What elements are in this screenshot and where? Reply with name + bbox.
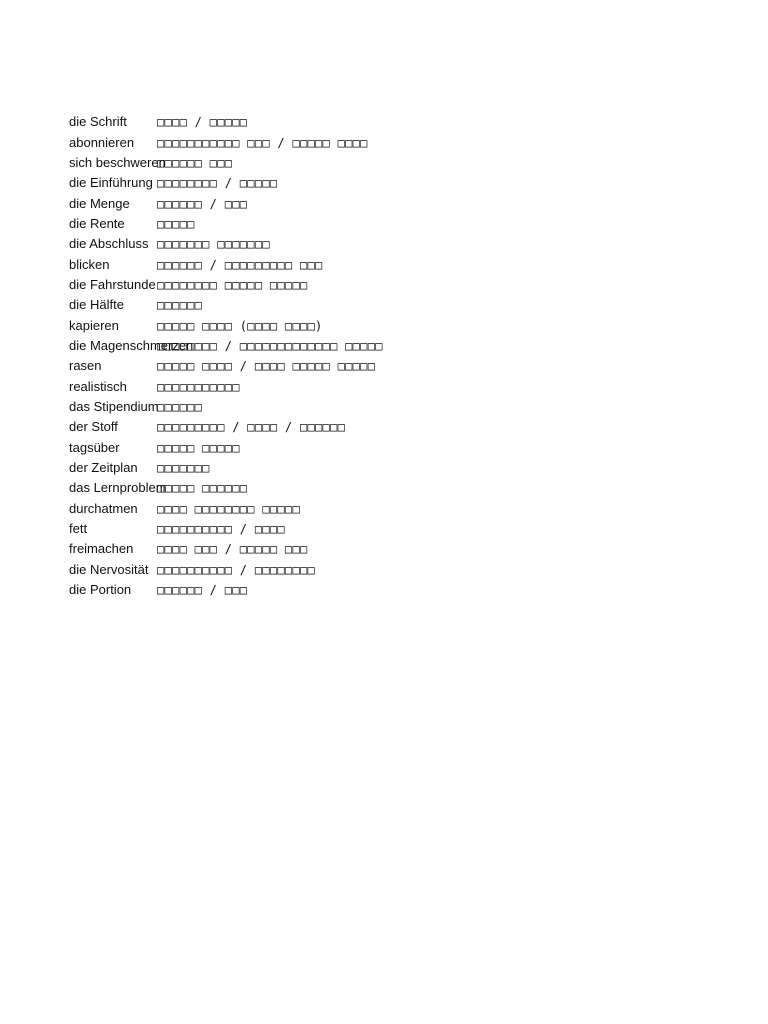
- term-cell: das Lernproblem: [69, 480, 167, 496]
- vocab-row: [69, 417, 729, 437]
- term-cell: die Hälfte: [69, 297, 124, 313]
- term-cell: kapieren: [69, 317, 119, 333]
- translation-cell: □□□□□□ □□□: [157, 155, 233, 170]
- term-cell: die Nervosität: [69, 561, 149, 577]
- vocab-row: [69, 519, 729, 539]
- translation-cell: □□□□□ □□□□ / □□□□ □□□□□ □□□□□: [157, 359, 376, 374]
- term-cell: rasen: [69, 358, 102, 374]
- translation-cell: □□□□□ □□□□□□: [157, 481, 248, 496]
- translation-cell: □□□□ / □□□□□: [157, 115, 248, 130]
- term-cell: die Magenschmerzen: [69, 337, 194, 353]
- vocab-row: [69, 315, 729, 335]
- term-cell: realistisch: [69, 378, 127, 394]
- vocab-row: [69, 356, 729, 376]
- vocabulary-sheet: [69, 112, 729, 600]
- vocab-row: [69, 499, 729, 519]
- vocab-row: [69, 539, 729, 559]
- vocab-row: [69, 458, 729, 478]
- term-cell: durchatmen: [69, 500, 138, 516]
- vocab-row: [69, 153, 729, 173]
- term-cell: der Zeitplan: [69, 460, 138, 476]
- translation-cell: □□□□□□: [157, 298, 203, 313]
- vocab-row: [69, 478, 729, 498]
- vocab-row: [69, 560, 729, 580]
- translation-cell: □□□□□□: [157, 399, 203, 414]
- vocab-row: [69, 173, 729, 193]
- term-cell: die Fahrstunde: [69, 276, 156, 292]
- vocab-row: [69, 580, 729, 600]
- term-cell: tagsüber: [69, 439, 120, 455]
- vocab-row: [69, 112, 729, 132]
- translation-cell: □□□□□□□: [157, 461, 210, 476]
- vocab-row: [69, 193, 729, 213]
- vocab-row: [69, 336, 729, 356]
- vocab-row: [69, 132, 729, 152]
- term-cell: die Schrift: [69, 114, 127, 130]
- translation-cell: □□□□□□□□ / □□□□□: [157, 176, 278, 191]
- translation-cell: □□□□□□ / □□□□□□□□□ □□□: [157, 257, 323, 272]
- translation-cell: □□□□□□ / □□□: [157, 196, 248, 211]
- term-cell: die Rente: [69, 215, 125, 231]
- translation-cell: □□□□□□□ □□□□□□□: [157, 237, 270, 252]
- vocab-row: [69, 397, 729, 417]
- vocab-row: [69, 234, 729, 254]
- term-cell: die Menge: [69, 195, 130, 211]
- term-cell: sich beschweren: [69, 154, 166, 170]
- translation-cell: □□□□□□□□□□ / □□□□: [157, 522, 285, 537]
- vocab-row: [69, 254, 729, 274]
- vocab-row: [69, 376, 729, 396]
- vocab-row: [69, 214, 729, 234]
- term-cell: die Portion: [69, 582, 132, 598]
- vocab-row: [69, 438, 729, 458]
- translation-cell: □□□□□□□□□ / □□□□ / □□□□□□: [157, 420, 346, 435]
- translation-cell: □□□□□□□□ □□□□□ □□□□□: [157, 277, 308, 292]
- translation-cell: □□□□□□□□□□□: [157, 379, 240, 394]
- translation-cell: □□□□□: [157, 216, 195, 231]
- term-cell: die Abschluss: [69, 236, 149, 252]
- translation-cell: □□□□□□ / □□□: [157, 583, 248, 598]
- translation-cell: □□□□□□□□ / □□□□□□□□□□□□□ □□□□□: [157, 338, 383, 353]
- translation-cell: □□□□□ □□□□□: [157, 440, 240, 455]
- translation-cell: □□□□□□□□□□ / □□□□□□□□: [157, 562, 316, 577]
- term-cell: freimachen: [69, 541, 134, 557]
- term-cell: die Einführung: [69, 175, 153, 191]
- translation-cell: □□□□□ □□□□ (□□□□ □□□□): [157, 318, 323, 333]
- translation-cell: □□□□□□□□□□□ □□□ / □□□□□ □□□□: [157, 135, 368, 150]
- term-cell: das Stipendium: [69, 398, 159, 414]
- translation-cell: □□□□ □□□ / □□□□□ □□□: [157, 542, 308, 557]
- vocab-row: [69, 275, 729, 295]
- translation-cell: □□□□ □□□□□□□□ □□□□□: [157, 501, 300, 516]
- term-cell: abonnieren: [69, 134, 135, 150]
- term-cell: blicken: [69, 256, 110, 272]
- term-cell: fett: [69, 521, 88, 537]
- term-cell: der Stoff: [69, 419, 118, 435]
- vocab-row: [69, 295, 729, 315]
